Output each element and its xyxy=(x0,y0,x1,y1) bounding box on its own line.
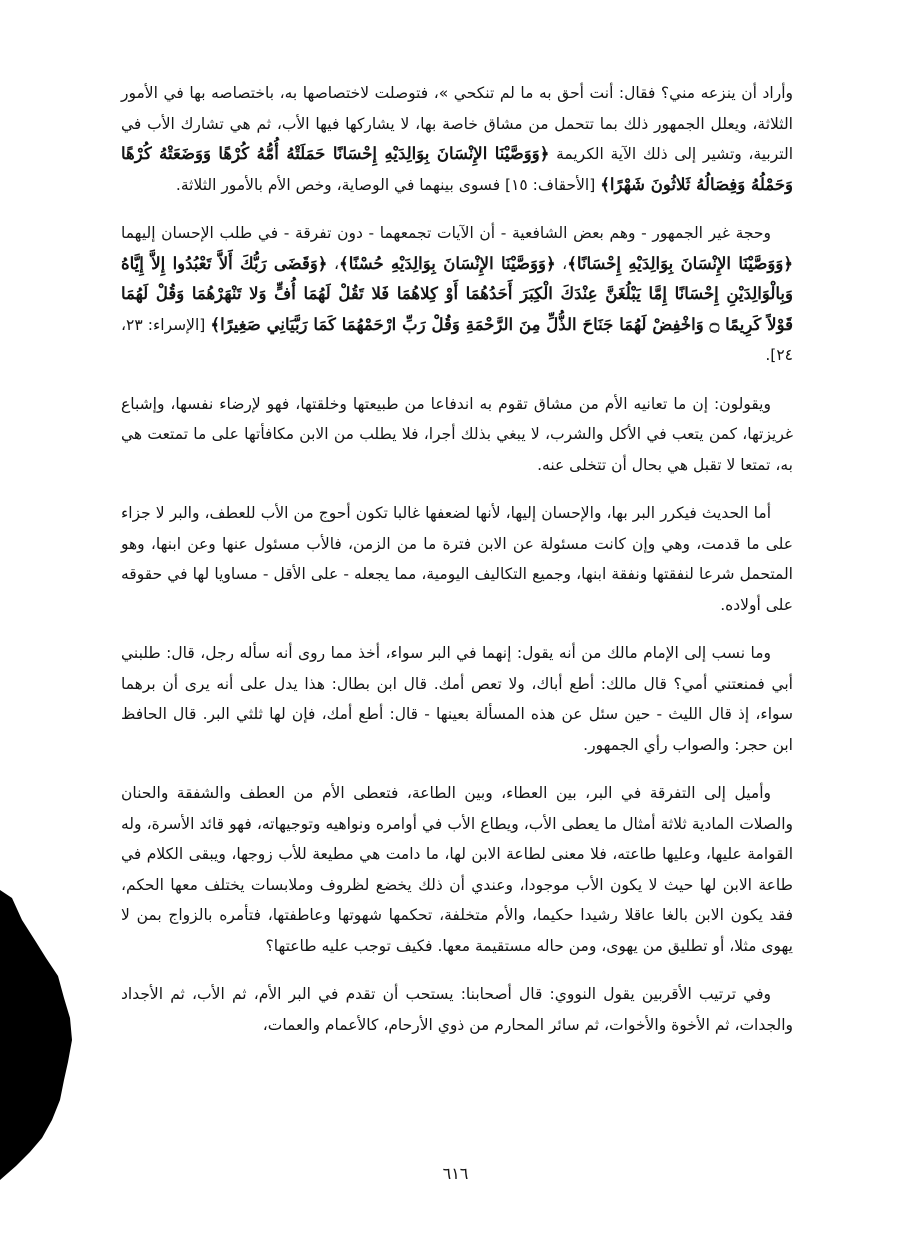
scan-edge-shadow xyxy=(0,890,75,1190)
paragraph xyxy=(121,638,793,760)
paragraph-text: وحجة غير الجمهور - وهم بعض الشافعية - أن الآيات تجمعهما - دون تفرقة - في طلب الإحسان إليهما xyxy=(121,224,771,242)
quran-verse: ﴿وَقَضَى رَبُّكَ أَلاَّ تَعْبُدُوا إِلاَّ إِيَّاهُ وَبِالْوَالِدَيْنِ إِحْسَانًا إِمَّا يَبْلُغَنَّ عِنْدَكَ الْكِبَرَ أَحَدُهُمَا أَوْ كِلاهُمَا فَلا تَقُلْ لَهُمَا أُفٍّ وَلا تَنْهَرْهُمَا وَقُلْ لَهُمَا قَوْلاً كَرِيمًا ۝ وَاخْفِضْ لَهُمَا جَنَاحَ الذُّلِّ مِنَ الرَّحْمَةِ وَقُلْ رَبِّ ارْحَمْهُمَا كَمَا رَبَّيَانِي صَغِيرًا﴾ xyxy=(121,253,794,334)
paragraph xyxy=(121,389,793,481)
paragraph xyxy=(121,498,793,620)
paragraph-text: وأميل إلى التفرقة في البر، بين العطاء، وبين الطاعة، فتعطى الأم من العطف والشفقة والحنان والصلات المادية ثلاثة أمثال ما يعطى الأب، ويطاع الأب في أوامره ونواهيه وتوجيهاته، فهو قائد الأسرة، وله القوامة عليها، وعليها طاعته، فلا معنى لطاعة الابن لها، ما دامت هي مطيعة للأب زوجها، ويبقى الكلام في طاعة الابن لها حيث لا يكون الأب موجودا، وعندي أن ذلك يخضع لظروف وملابسات يختلف معها الحكم، فقد يكون الابن بالغا عاقلا رشيدا حكيما، والأم متخلفة، تحكمها شهوتها وعاطفتها، فتأمره بالزواج بمن لا يهوى مثلا، أو تطليق من يهوى، ومن حاله مستقيمة معها. فكيف توجب عليه طاعتها؟ xyxy=(121,784,793,955)
paragraph xyxy=(121,78,793,200)
page-text-body xyxy=(121,78,793,1058)
paragraph-text: ويقولون: إن ما تعانيه الأم من مشاق تقوم به اندفاعا من طبيعتها وخلقتها، فهو لإرضاء نفسها، وإشباع غريزتها، كمن يتعب في الأكل والشرب، لا يبغي بذلك أجرا، فلا يطلب من الابن مكافأتها على ما تمتعت هي به، تمتعا لا تقبل هي بحال أن تتخلى عنه. xyxy=(121,394,793,474)
quran-verse: ﴿وَوَصَّيْنَا الإِنْسَانَ بِوَالِدَيْهِ حُسْنًا﴾ xyxy=(339,253,556,273)
paragraph-text: ، xyxy=(327,254,340,273)
paragraph-text: [الإسراء: ٢٣، ٢٤]. xyxy=(121,315,793,364)
paragraph-text: وما نسب إلى الإمام مالك من أنه يقول: إنهما في البر سواء، أخذ مما روى أنه سأله رجل، قال: طلبني أبي فمنعتني أمي؟ قال مالك: أطع أباك، ولا تعص أمك. قال ابن بطال: هذا يدل على أنه يرى أن برهما سواء، إذ قال الليث - حين سئل عن هذه المسألة بعينها - قال: أطع أمك، فإن لها ثلثي البر. قال الحافظ ابن حجر: والصواب رأي الجمهور. xyxy=(121,644,793,754)
paragraph-text: ، xyxy=(555,254,568,273)
paragraph-text: أما الحديث فيكرر البر بها، والإحسان إليها، لأنها لضعفها غالبا تكون أحوج من الأب للعطف، والبر لا جزاء على ما قدمت، وهي وإن كانت مسئولة عن الابن فترة ما من الزمن، فالأب مسئول عنها وعن ابنها، وهو المتحمل شرعا لنفقتها ونفقة ابنها، وجميع التكاليف اليومية، مما يجعله - على الأقل - مساويا لها في حقوقه على أولاده. xyxy=(121,504,793,614)
paragraph xyxy=(121,979,793,1040)
quran-verse: ﴿وَوَصَّيْنَا الإِنْسَانَ بِوَالِدَيْهِ إِحْسَانًا﴾ xyxy=(567,253,793,273)
page-number: ٦١٦ xyxy=(442,1164,469,1183)
quran-verse: ﴿وَوَصَّيْنَا الإِنْسَانَ بِوَالِدَيْهِ إِحْسَانًا حَمَلَتْهُ أُمُّهُ كُرْهًا وَوَضَعَتْهُ كُرْهًا وَحَمْلُهُ وَفِصَالُهُ ثَلاثُونَ شَهْرًا﴾ xyxy=(121,144,793,194)
paragraph-text: وأراد أن ينزعه مني؟ فقال: أنت أحق به ما لم تنكحي »، فتوصلت لاختصاصها به، باختصاصه بها في الأمور الثلاثة، ويعلل الجمهور ذلك بما تتحمل من مشاق خاصة بها، لا يشاركها فيها الأب، ثم هي تشارك الأب في التربية، وتشير إلى ذلك الآية الكريمة xyxy=(121,84,793,163)
paragraph xyxy=(121,218,793,371)
paragraph xyxy=(121,778,793,961)
paragraph-text: [الأحقاف: ١٥] فسوى بينهما في الوصاية، وخص الأم بالأمور الثلاثة. xyxy=(175,175,601,194)
paragraph-text: وفي ترتيب الأقربين يقول النووي: قال أصحابنا: يستحب أن تقدم في البر الأم، ثم الأب، ثم الأجداد والجدات، ثم الأخوة والأخوات، ثم سائر المحارم من ذوي الأرحام، كالأعمام والعمات، xyxy=(121,985,793,1034)
